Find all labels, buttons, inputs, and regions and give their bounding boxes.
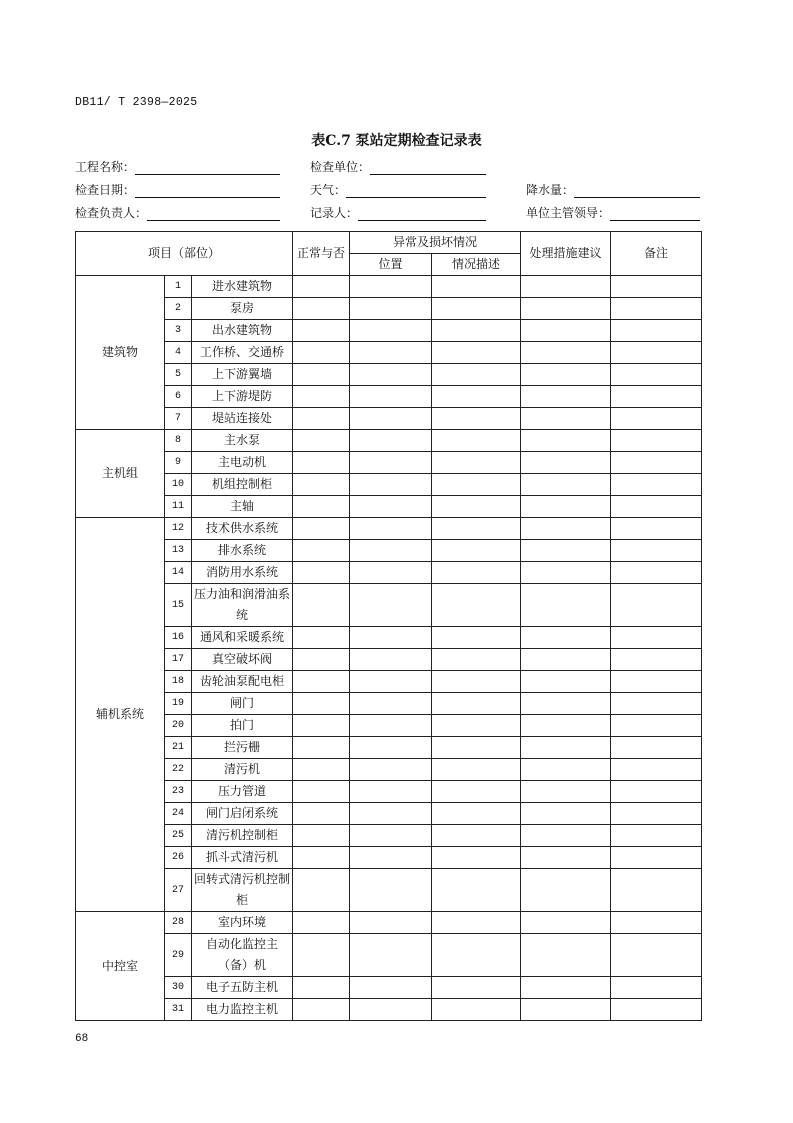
inspection-record-table (75, 231, 702, 1021)
recorder-label: 记录人： (310, 206, 359, 220)
description-cell[interactable] (432, 999, 521, 1021)
position-cell[interactable] (350, 649, 432, 671)
row-number-cell: 20 (165, 715, 192, 737)
rainfall-field[interactable] (526, 182, 700, 198)
item-name-cell: 室内环境 (192, 912, 293, 934)
project-name-label: 工程名称： (75, 160, 136, 174)
table-row (76, 627, 702, 649)
item-name-cell: 上下游翼墙 (192, 364, 293, 386)
table-row (76, 803, 702, 825)
description-cell[interactable] (432, 671, 521, 693)
normal-cell[interactable] (293, 715, 350, 737)
item-name-cell: 机组控制柜 (192, 474, 293, 496)
normal-cell[interactable] (293, 452, 350, 474)
item-name-cell: 自动化监控主（备）机 (192, 934, 293, 977)
remarks-cell[interactable] (611, 518, 702, 540)
document-code: DB11/ T 2398—2025 (75, 96, 198, 109)
position-cell[interactable] (350, 737, 432, 759)
measures-cell[interactable] (521, 584, 611, 627)
table-row (76, 934, 702, 977)
row-number-cell: 1 (165, 276, 192, 298)
position-cell[interactable] (350, 912, 432, 934)
position-cell[interactable] (350, 474, 432, 496)
item-name-cell: 电力监控主机 (192, 999, 293, 1021)
measures-cell[interactable] (521, 977, 611, 999)
remarks-cell[interactable] (611, 540, 702, 562)
row-number-cell: 7 (165, 408, 192, 430)
row-number-cell: 5 (165, 364, 192, 386)
table-row (76, 649, 702, 671)
description-cell[interactable] (432, 540, 521, 562)
recorder-line[interactable] (358, 207, 486, 221)
table-title: 表C.7 泵站定期检查记录表 (311, 133, 482, 149)
measures-cell[interactable] (521, 999, 611, 1021)
description-cell[interactable] (432, 452, 521, 474)
row-number-cell: 31 (165, 999, 192, 1021)
normal-cell[interactable] (293, 320, 350, 342)
remarks-cell[interactable] (611, 342, 702, 364)
row-number-cell: 4 (165, 342, 192, 364)
measures-cell[interactable] (521, 737, 611, 759)
table-row (76, 912, 702, 934)
remarks-cell[interactable] (611, 671, 702, 693)
normal-cell[interactable] (293, 693, 350, 715)
item-name-cell: 通风和采暖系统 (192, 627, 293, 649)
measures-cell[interactable] (521, 298, 611, 320)
remarks-cell[interactable] (611, 276, 702, 298)
header-abnormal: 异常及损坏情况 (350, 232, 521, 254)
item-name-cell: 主电动机 (192, 452, 293, 474)
measures-cell[interactable] (521, 759, 611, 781)
inspection-date-line[interactable] (135, 184, 280, 198)
description-cell[interactable] (432, 320, 521, 342)
measures-cell[interactable] (521, 781, 611, 803)
item-name-cell: 抓斗式清污机 (192, 847, 293, 869)
normal-cell[interactable] (293, 386, 350, 408)
table-row (76, 737, 702, 759)
measures-cell[interactable] (521, 912, 611, 934)
row-number-cell: 13 (165, 540, 192, 562)
inspector-label: 检查负责人： (75, 206, 148, 220)
item-name-cell: 上下游堤防 (192, 386, 293, 408)
measures-cell[interactable] (521, 320, 611, 342)
unit-leader-line[interactable] (610, 207, 700, 221)
description-cell[interactable] (432, 496, 521, 518)
description-cell[interactable] (432, 934, 521, 977)
item-name-cell: 泵房 (192, 298, 293, 320)
normal-cell[interactable] (293, 540, 350, 562)
normal-cell[interactable] (293, 781, 350, 803)
item-name-cell: 排水系统 (192, 540, 293, 562)
row-number-cell: 19 (165, 693, 192, 715)
measures-cell[interactable] (521, 869, 611, 912)
normal-cell[interactable] (293, 430, 350, 452)
position-cell[interactable] (350, 671, 432, 693)
group-name-cell: 中控室 (76, 912, 165, 1021)
row-number-cell: 8 (165, 430, 192, 452)
description-cell[interactable] (432, 276, 521, 298)
description-cell[interactable] (432, 737, 521, 759)
position-cell[interactable] (350, 803, 432, 825)
item-name-cell: 闸门 (192, 693, 293, 715)
measures-cell[interactable] (521, 408, 611, 430)
item-name-cell: 回转式清污机控制柜 (192, 869, 293, 912)
row-number-cell: 9 (165, 452, 192, 474)
measures-cell[interactable] (521, 562, 611, 584)
normal-cell[interactable] (293, 496, 350, 518)
remarks-cell[interactable] (611, 737, 702, 759)
position-cell[interactable] (350, 869, 432, 912)
table-row (76, 540, 702, 562)
remarks-cell[interactable] (611, 298, 702, 320)
group-name-cell: 辅机系统 (76, 518, 165, 912)
normal-cell[interactable] (293, 584, 350, 627)
row-number-cell: 28 (165, 912, 192, 934)
table-row (76, 977, 702, 999)
item-name-cell: 技术供水系统 (192, 518, 293, 540)
position-cell[interactable] (350, 452, 432, 474)
row-number-cell: 17 (165, 649, 192, 671)
item-name-cell: 拍门 (192, 715, 293, 737)
normal-cell[interactable] (293, 474, 350, 496)
remarks-cell[interactable] (611, 999, 702, 1021)
remarks-cell[interactable] (611, 825, 702, 847)
measures-cell[interactable] (521, 693, 611, 715)
table-row (76, 693, 702, 715)
position-cell[interactable] (350, 627, 432, 649)
remarks-cell[interactable] (611, 781, 702, 803)
inspection-unit-line[interactable] (370, 161, 486, 175)
item-name-cell: 拦污栅 (192, 737, 293, 759)
inspector-line[interactable] (147, 207, 280, 221)
measures-cell[interactable] (521, 474, 611, 496)
project-name-line[interactable] (135, 161, 280, 175)
measures-cell[interactable] (521, 671, 611, 693)
description-cell[interactable] (432, 715, 521, 737)
remarks-cell[interactable] (611, 474, 702, 496)
table-row (76, 847, 702, 869)
measures-cell[interactable] (521, 825, 611, 847)
item-name-cell: 工作桥、交通桥 (192, 342, 293, 364)
inspection-date-label: 检查日期： (75, 183, 136, 197)
position-cell[interactable] (350, 847, 432, 869)
item-name-cell: 消防用水系统 (192, 562, 293, 584)
row-number-cell: 2 (165, 298, 192, 320)
position-cell[interactable] (350, 518, 432, 540)
description-cell[interactable] (432, 825, 521, 847)
inspector-field[interactable] (75, 205, 280, 221)
table-row (76, 671, 702, 693)
normal-cell[interactable] (293, 999, 350, 1021)
measures-cell[interactable] (521, 496, 611, 518)
row-number-cell: 30 (165, 977, 192, 999)
remarks-cell[interactable] (611, 934, 702, 977)
inspection-date-field[interactable] (75, 182, 280, 198)
description-cell[interactable] (432, 627, 521, 649)
description-cell[interactable] (432, 847, 521, 869)
remarks-cell[interactable] (611, 869, 702, 912)
item-name-cell: 闸门启闭系统 (192, 803, 293, 825)
item-name-cell: 堤站连接处 (192, 408, 293, 430)
description-cell[interactable] (432, 562, 521, 584)
position-cell[interactable] (350, 342, 432, 364)
remarks-cell[interactable] (611, 649, 702, 671)
description-cell[interactable] (432, 298, 521, 320)
measures-cell[interactable] (521, 803, 611, 825)
weather-field[interactable] (310, 182, 486, 198)
table-row (76, 386, 702, 408)
table-row (76, 999, 702, 1021)
position-cell[interactable] (350, 364, 432, 386)
position-cell[interactable] (350, 540, 432, 562)
position-cell[interactable] (350, 496, 432, 518)
header-item-part: 项目（部位） (76, 232, 293, 276)
normal-cell[interactable] (293, 934, 350, 977)
remarks-cell[interactable] (611, 803, 702, 825)
position-cell[interactable] (350, 693, 432, 715)
table-row (76, 320, 702, 342)
remarks-cell[interactable] (611, 693, 702, 715)
header-normal: 正常与否 (293, 232, 350, 276)
item-name-cell: 出水建筑物 (192, 320, 293, 342)
normal-cell[interactable] (293, 364, 350, 386)
measures-cell[interactable] (521, 430, 611, 452)
normal-cell[interactable] (293, 803, 350, 825)
row-number-cell: 6 (165, 386, 192, 408)
item-name-cell: 电子五防主机 (192, 977, 293, 999)
project-name-field[interactable] (75, 159, 280, 175)
header-remarks: 备注 (611, 232, 702, 276)
table-row (76, 342, 702, 364)
row-number-cell: 3 (165, 320, 192, 342)
table-row (76, 825, 702, 847)
normal-cell[interactable] (293, 276, 350, 298)
measures-cell[interactable] (521, 715, 611, 737)
position-cell[interactable] (350, 386, 432, 408)
measures-cell[interactable] (521, 518, 611, 540)
description-cell[interactable] (432, 781, 521, 803)
normal-cell[interactable] (293, 977, 350, 999)
table-row (76, 781, 702, 803)
row-number-cell: 14 (165, 562, 192, 584)
description-cell[interactable] (432, 869, 521, 912)
normal-cell[interactable] (293, 298, 350, 320)
measures-cell[interactable] (521, 364, 611, 386)
table-row (76, 452, 702, 474)
header-description: 情况描述 (432, 254, 521, 276)
remarks-cell[interactable] (611, 364, 702, 386)
measures-cell[interactable] (521, 649, 611, 671)
rainfall-line[interactable] (574, 184, 700, 198)
row-number-cell: 24 (165, 803, 192, 825)
weather-line[interactable] (346, 184, 486, 198)
position-cell[interactable] (350, 825, 432, 847)
item-name-cell: 清污机控制柜 (192, 825, 293, 847)
normal-cell[interactable] (293, 342, 350, 364)
remarks-cell[interactable] (611, 562, 702, 584)
remarks-cell[interactable] (611, 759, 702, 781)
measures-cell[interactable] (521, 386, 611, 408)
normal-cell[interactable] (293, 627, 350, 649)
table-row (76, 430, 702, 452)
table-row (76, 496, 702, 518)
remarks-cell[interactable] (611, 496, 702, 518)
header-measures: 处理措施建议 (521, 232, 611, 276)
table-row (76, 759, 702, 781)
description-cell[interactable] (432, 912, 521, 934)
item-name-cell: 进水建筑物 (192, 276, 293, 298)
measures-cell[interactable] (521, 452, 611, 474)
position-cell[interactable] (350, 781, 432, 803)
remarks-cell[interactable] (611, 386, 702, 408)
unit-leader-label: 单位主管领导： (526, 206, 611, 220)
remarks-cell[interactable] (611, 584, 702, 627)
description-cell[interactable] (432, 977, 521, 999)
row-number-cell: 26 (165, 847, 192, 869)
normal-cell[interactable] (293, 518, 350, 540)
description-cell[interactable] (432, 803, 521, 825)
row-number-cell: 11 (165, 496, 192, 518)
row-number-cell: 23 (165, 781, 192, 803)
normal-cell[interactable] (293, 825, 350, 847)
remarks-cell[interactable] (611, 977, 702, 999)
measures-cell[interactable] (521, 627, 611, 649)
normal-cell[interactable] (293, 737, 350, 759)
position-cell[interactable] (350, 562, 432, 584)
remarks-cell[interactable] (611, 452, 702, 474)
normal-cell[interactable] (293, 869, 350, 912)
description-cell[interactable] (432, 649, 521, 671)
row-number-cell: 29 (165, 934, 192, 977)
position-cell[interactable] (350, 977, 432, 999)
weather-label: 天气： (310, 183, 347, 197)
table-row (76, 562, 702, 584)
table-row (76, 584, 702, 627)
remarks-cell[interactable] (611, 715, 702, 737)
normal-cell[interactable] (293, 912, 350, 934)
item-name-cell: 主水泵 (192, 430, 293, 452)
table-row (76, 518, 702, 540)
description-cell[interactable] (432, 584, 521, 627)
normal-cell[interactable] (293, 671, 350, 693)
position-cell[interactable] (350, 584, 432, 627)
description-cell[interactable] (432, 759, 521, 781)
description-cell[interactable] (432, 430, 521, 452)
measures-cell[interactable] (521, 934, 611, 977)
remarks-cell[interactable] (611, 627, 702, 649)
row-number-cell: 18 (165, 671, 192, 693)
table-row (76, 364, 702, 386)
remarks-cell[interactable] (611, 912, 702, 934)
row-number-cell: 12 (165, 518, 192, 540)
remarks-cell[interactable] (611, 430, 702, 452)
measures-cell[interactable] (521, 847, 611, 869)
table-row (76, 298, 702, 320)
remarks-cell[interactable] (611, 320, 702, 342)
inspection-unit-field[interactable] (310, 159, 486, 175)
description-cell[interactable] (432, 386, 521, 408)
normal-cell[interactable] (293, 847, 350, 869)
description-cell[interactable] (432, 518, 521, 540)
description-cell[interactable] (432, 364, 521, 386)
remarks-cell[interactable] (611, 847, 702, 869)
group-name-cell: 主机组 (76, 430, 165, 518)
normal-cell[interactable] (293, 408, 350, 430)
row-number-cell: 25 (165, 825, 192, 847)
position-cell[interactable] (350, 934, 432, 977)
table-row (76, 474, 702, 496)
position-cell[interactable] (350, 999, 432, 1021)
position-cell[interactable] (350, 298, 432, 320)
position-cell[interactable] (350, 408, 432, 430)
row-number-cell: 22 (165, 759, 192, 781)
measures-cell[interactable] (521, 540, 611, 562)
position-cell[interactable] (350, 320, 432, 342)
description-cell[interactable] (432, 342, 521, 364)
page-number: 68 (75, 1033, 89, 1045)
normal-cell[interactable] (293, 649, 350, 671)
position-cell[interactable] (350, 276, 432, 298)
table-row (76, 408, 702, 430)
row-number-cell: 15 (165, 584, 192, 627)
item-name-cell: 压力管道 (192, 781, 293, 803)
position-cell[interactable] (350, 759, 432, 781)
item-name-cell: 压力油和润滑油系统 (192, 584, 293, 627)
remarks-cell[interactable] (611, 408, 702, 430)
description-cell[interactable] (432, 693, 521, 715)
table-row (76, 276, 702, 298)
inspection-unit-label: 检查单位： (310, 160, 371, 174)
unit-leader-field[interactable] (526, 205, 700, 221)
row-number-cell: 21 (165, 737, 192, 759)
item-name-cell: 清污机 (192, 759, 293, 781)
normal-cell[interactable] (293, 759, 350, 781)
header-position: 位置 (350, 254, 432, 276)
position-cell[interactable] (350, 715, 432, 737)
description-cell[interactable] (432, 474, 521, 496)
group-name-cell: 建筑物 (76, 276, 165, 430)
row-number-cell: 27 (165, 869, 192, 912)
table-row (76, 869, 702, 912)
position-cell[interactable] (350, 430, 432, 452)
rainfall-label: 降水量： (526, 183, 575, 197)
item-name-cell: 真空破坏阀 (192, 649, 293, 671)
measures-cell[interactable] (521, 276, 611, 298)
description-cell[interactable] (432, 408, 521, 430)
table-row (76, 715, 702, 737)
item-name-cell: 主轴 (192, 496, 293, 518)
normal-cell[interactable] (293, 562, 350, 584)
measures-cell[interactable] (521, 342, 611, 364)
recorder-field[interactable] (310, 205, 486, 221)
row-number-cell: 16 (165, 627, 192, 649)
item-name-cell: 齿轮油泵配电柜 (192, 671, 293, 693)
row-number-cell: 10 (165, 474, 192, 496)
